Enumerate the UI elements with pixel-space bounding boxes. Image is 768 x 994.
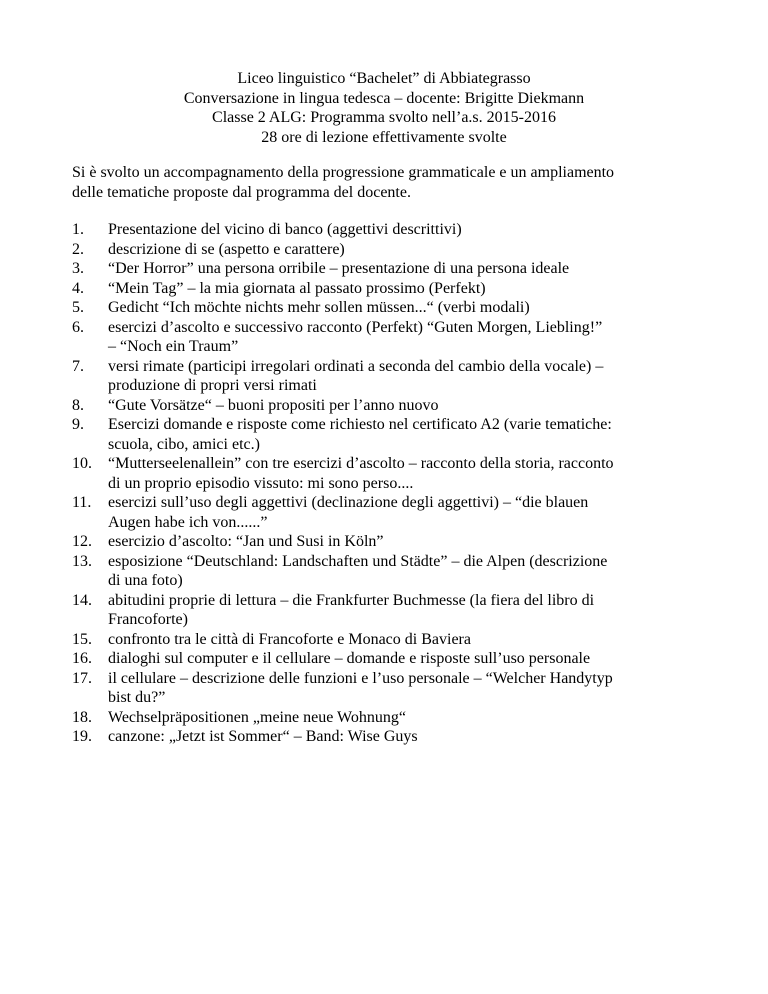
list-item-text: “Der Horror” una persona orribile – presentazione di una persona ideale [108, 260, 570, 277]
list-item [72, 298, 712, 318]
header-class: Classe 2 ALG: Programma svolto nell’a.s. 2015-2016 [212, 109, 556, 126]
list-item [72, 220, 712, 240]
list-item [72, 649, 712, 669]
list-item-text: esercizio d’ascolto: “Jan und Susi in Köln” [108, 533, 384, 550]
list-item [72, 493, 712, 532]
list-item-text: “Gute Vorsätze“ – buoni propositi per l’anno nuovo [108, 396, 439, 414]
list-item-text: esercizi sull’uso degli aggettivi (declinazione degli aggettivi) – “die blauen [108, 494, 589, 511]
list-item-number: 9. [72, 416, 84, 433]
list-item-number: 15. [72, 630, 92, 648]
list-item-text: dialoghi sul computer e il cellulare – domande e risposte sull’uso personale [108, 650, 591, 667]
list-item-text: Gedicht “Ich möchte nichts mehr sollen müssen...“ (verbi modali) [108, 299, 530, 316]
list-item-number: 18. [72, 708, 92, 726]
list-item [72, 415, 712, 454]
list-item-text: esposizione “Deutschland: Landschaften und Städte” – die Alpen (descrizione [108, 552, 608, 570]
list-item-number: 12. [72, 533, 92, 550]
list-item [72, 259, 712, 279]
list-item [72, 454, 712, 493]
list-item [72, 240, 712, 260]
list-item-text: – “Noch ein Traum” [108, 338, 239, 355]
header-course: Conversazione in lingua tedesca – docente: Brigitte Diekmann [183, 89, 585, 107]
list-item [72, 396, 712, 416]
list-item-text: Wechselpräpositionen „meine neue Wohnung“ [108, 708, 406, 726]
list-item-number: 11. [72, 494, 92, 511]
intro-line: Si è svolto un accompagnamento della progressione grammaticale e un ampliamento [72, 164, 615, 181]
list-item-text: “Mutterseelenallein” con tre esercizi d’ascolto – racconto della storia, racconto [108, 455, 614, 472]
list-item-text: di un proprio episodio vissuto: mi sono perso.... [108, 474, 414, 492]
list-item-text: di una foto) [108, 572, 183, 589]
list-item-text: confronto tra le città di Francoforte e Monaco di Baviera [108, 630, 471, 648]
list-item [72, 552, 712, 591]
list-item [72, 318, 712, 357]
list-item-number: 10. [72, 455, 92, 472]
list-item-text: Augen habe ich von......” [108, 513, 268, 531]
list-item-text: Francoforte) [108, 611, 188, 628]
list-item-text: bist du?” [108, 689, 166, 706]
list-item [72, 727, 712, 747]
list-item-text: abitudini proprie di lettura – die Frankfurter Buchmesse (la fiera del libro di [108, 591, 595, 609]
intro-paragraph [72, 163, 702, 203]
list-item-number: 2. [72, 240, 84, 258]
list-item-text: scuola, cibo, amici etc.) [108, 435, 260, 453]
list-item [72, 630, 712, 650]
list-item-text: esercizi d’ascolto e successivo racconto (Perfekt) “Guten Morgen, Liebling!” [108, 318, 603, 336]
list-item-number: 6. [72, 318, 84, 336]
list-item [72, 532, 712, 552]
list-item [72, 669, 712, 708]
list-item [72, 591, 712, 630]
list-item-text: descrizione di se (aspetto e carattere) [108, 240, 345, 258]
list-item-text: versi rimate (participi irregolari ordinati a seconda del cambio della vocale) – [108, 357, 604, 375]
list-item-number: 19. [72, 728, 92, 745]
list-item-number: 16. [72, 650, 92, 667]
list-item-number: 1. [72, 221, 84, 238]
list-item-text: produzione di propri versi rimati [108, 377, 317, 394]
header-school: Liceo linguistico “Bachelet” di Abbiategrasso [237, 70, 531, 87]
program-list [72, 220, 712, 747]
list-item-number: 13. [72, 552, 92, 570]
intro-line: delle tematiche proposte dal programma del docente. [72, 184, 411, 201]
list-item [72, 279, 712, 299]
list-item-number: 5. [72, 299, 84, 316]
list-item-text: il cellulare – descrizione delle funzioni e l’uso personale – “Welcher Handytyp [108, 669, 613, 687]
list-item-number: 17. [72, 669, 92, 687]
list-item-text: Esercizi domande e risposte come richiesto nel certificato A2 (varie tematiche: [108, 416, 612, 433]
list-item-number: 3. [72, 260, 84, 277]
list-item-text: canzone: „Jetzt ist Sommer“ – Band: Wise Guys [108, 728, 418, 745]
document-header [0, 69, 768, 147]
list-item-number: 14. [72, 591, 92, 609]
list-item [72, 708, 712, 728]
list-item-text: Presentazione del vicino di banco (aggettivi descrittivi) [108, 221, 462, 238]
list-item-number: 8. [72, 396, 84, 414]
header-hours: 28 ore di lezione effettivamente svolte [261, 128, 507, 146]
list-item [72, 357, 712, 396]
list-item-number: 7. [72, 357, 84, 375]
list-item-number: 4. [72, 279, 84, 297]
list-item-text: “Mein Tag” – la mia giornata al passato prossimo (Perfekt) [108, 279, 486, 297]
